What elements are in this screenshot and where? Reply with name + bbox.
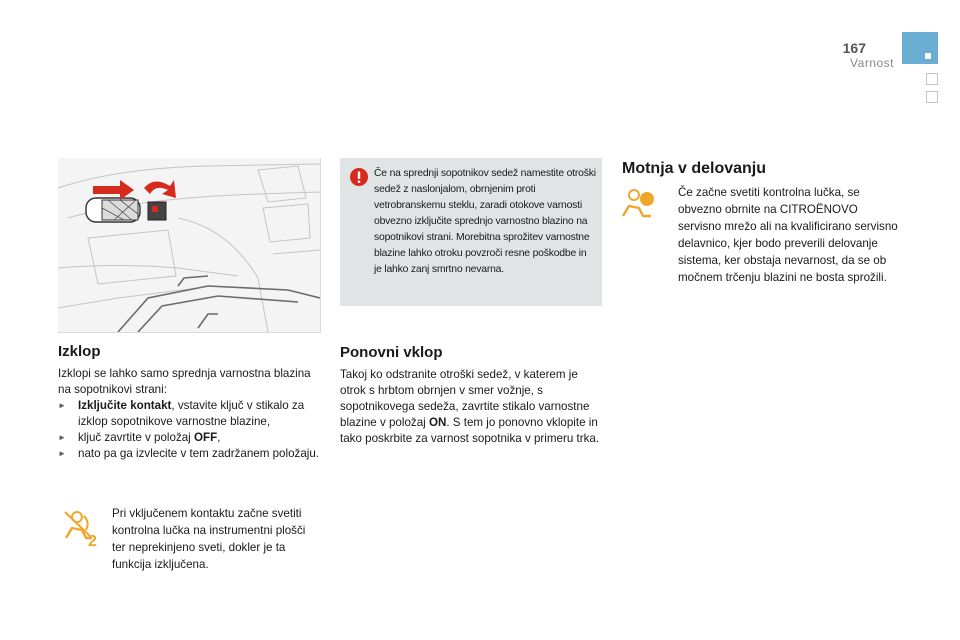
page-number: 167	[842, 40, 866, 56]
step-keyword: Izključite kontakt	[78, 399, 172, 412]
body-text: Takoj ko odstranite otroški sedež, v katerem je otrok s hrbtom obrnjen v smer vožnje, s sopotnikovega sedeža, zavrtite stikalo varnostne blazine v položaj	[340, 368, 590, 429]
list-item	[58, 430, 320, 446]
body-text: . S tem jo ponovno vklopite in tako poskrbite za varnost sopotnika v primeru trka.	[340, 416, 600, 445]
step-text: , vstavite ključ v stikalo za izklop sopotnikove varnostne blazine,	[78, 399, 305, 428]
izklop-heading: Izklop	[58, 343, 101, 360]
section-title: Varnost	[850, 56, 894, 70]
warning-box	[340, 158, 602, 306]
dashboard-drawing	[58, 158, 320, 332]
izklop-body	[58, 366, 320, 462]
izklop-note: Pri vključenem kontaktu začne svetiti kontrolna lučka na instrumentni plošči ter neprekinjeno sveti, dokler je ta funkcija izključena.	[112, 507, 306, 571]
ponovni-vklop-heading: Ponovni vklop	[340, 344, 443, 361]
step-keyword: OFF	[193, 431, 218, 444]
section-tab-active[interactable]	[902, 32, 938, 64]
izklop-intro: Izklopi se lahko samo sprednja varnostna blazina na sopotnikovi strani:	[58, 367, 311, 396]
list-item	[58, 398, 320, 430]
izklop-steps	[58, 398, 320, 462]
section-tab[interactable]	[926, 73, 938, 85]
svg-text:2: 2	[88, 533, 97, 548]
step-text: ključ zavrtite v položaj	[78, 431, 194, 444]
airbag-indicator-icon	[620, 186, 660, 226]
motnja-heading: Motnja v delovanju	[622, 160, 767, 177]
passenger-airbag-off-icon	[62, 508, 102, 548]
motnja-body: Če začne svetiti kontrolna lučka, se obvezno obrnite na CITROËNOVO servisno mrežo ali na kvalificirano servisno delavnico, kjer bodo preverili delovanje sistema, ker obstaja nevarnost, da se ob močnem trčenju blazini ne bosta sprožili.	[678, 186, 898, 284]
airbag-switch-illustration	[58, 158, 321, 333]
tab-marker	[925, 53, 931, 59]
section-tab[interactable]	[926, 91, 938, 103]
position-keyword: ON	[428, 416, 447, 429]
step-text: nato pa ga izvlecite v tem zadržanem položaju.	[78, 447, 320, 460]
warning-icon	[350, 168, 368, 186]
list-item	[58, 446, 320, 462]
ponovni-vklop-body	[340, 367, 600, 447]
warning-text: Če na sprednji sopotnikov sedež namestite otroški sedež z naslonjalom, obrnjenim proti vetrobranskemu steklu, zaradi otokove varnosti obvezno izključite sprednjo varnostno blazino na sopotnikovi strani. Morebitna sprožitev varnostne blazine lahko otroku povzroči resne poškodbe in je lahko zanj smrtno nevarna.	[374, 168, 596, 275]
step-text: ,	[217, 431, 221, 444]
